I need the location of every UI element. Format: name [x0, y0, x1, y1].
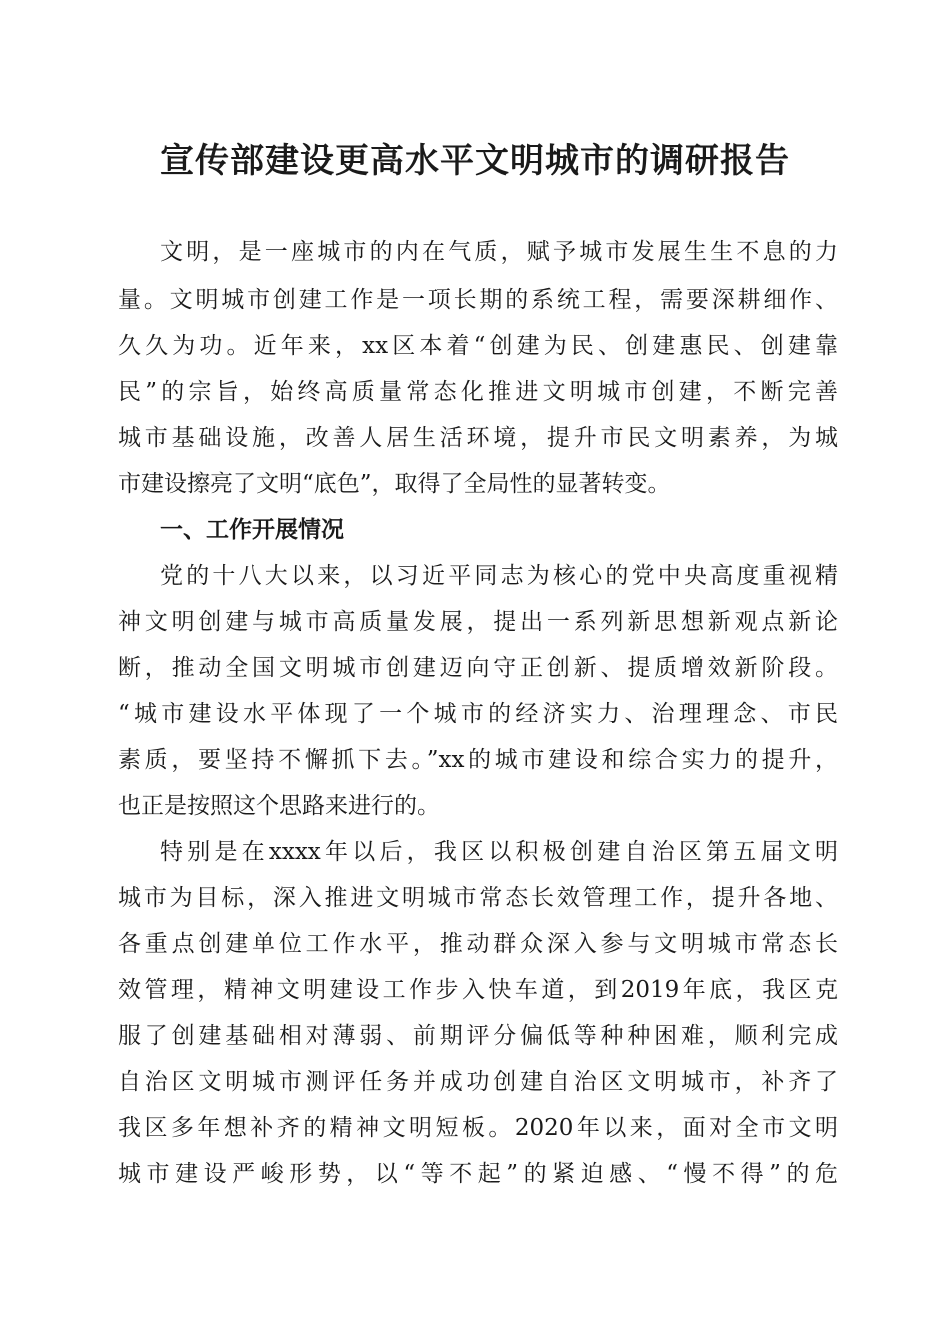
section-heading-1: 一、工作开展情况 [160, 517, 344, 543]
para2-line-1: 特别是在xxxx年以后，我区以积极创建自治区第五届文明 [160, 839, 838, 865]
intro-line-4: 民”的宗旨，始终高质量常态化推进文明城市创建，不断完善 [118, 379, 838, 405]
para2-line-3: 各重点创建单位工作水平，推动群众深入参与文明城市常态长 [118, 931, 838, 957]
intro-line-6: 市建设擦亮了文明“底色”，取得了全局性的显著转变。 [118, 471, 671, 497]
para1-line-6: 也正是按照这个思路来进行的。 [118, 793, 440, 819]
document-title: 宣传部建设更高水平文明城市的调研报告 [160, 141, 790, 181]
para2-line-2: 城市为目标，深入推进文明城市常态长效管理工作，提升各地、 [118, 885, 838, 911]
intro-line-1: 文明，是一座城市的内在气质，赋予城市发展生生不息的力 [160, 239, 838, 265]
para2-line-5: 服了创建基础相对薄弱、前期评分偏低等种种困难，顺利完成 [118, 1023, 838, 1049]
para2-line-6: 自治区文明城市测评任务并成功创建自治区文明城市，补齐了 [118, 1069, 838, 1095]
para1-line-1: 党的十八大以来，以习近平同志为核心的党中央高度重视精 [160, 563, 838, 589]
para1-line-3: 断，推动全国文明城市创建迈向守正创新、提质增效新阶段。 [118, 655, 838, 681]
para1-line-5: 素质，要坚持不懈抓下去。”xx的城市建设和综合实力的提升， [118, 747, 838, 773]
para1-line-4: “城市建设水平体现了一个城市的经济实力、治理理念、市民 [118, 701, 838, 727]
intro-line-5: 城市基础设施，改善人居生活环境，提升市民文明素养，为城 [118, 425, 838, 451]
para1-line-2: 神文明创建与城市高质量发展，提出一系列新思想新观点新论 [118, 609, 838, 635]
para2-line-4: 效管理，精神文明建设工作步入快车道，到2019年底，我区克 [118, 977, 838, 1003]
intro-line-3: 久久为功。近年来，xx区本着“创建为民、创建惠民、创建靠 [118, 333, 838, 359]
para2-line-8: 城市建设严峻形势，以“等不起”的紧迫感、“慢不得”的危 [118, 1161, 838, 1187]
intro-line-2: 量。文明城市创建工作是一项长期的系统工程，需要深耕细作、 [118, 287, 838, 313]
para2-line-7: 我区多年想补齐的精神文明短板。2020年以来，面对全市文明 [118, 1115, 838, 1141]
